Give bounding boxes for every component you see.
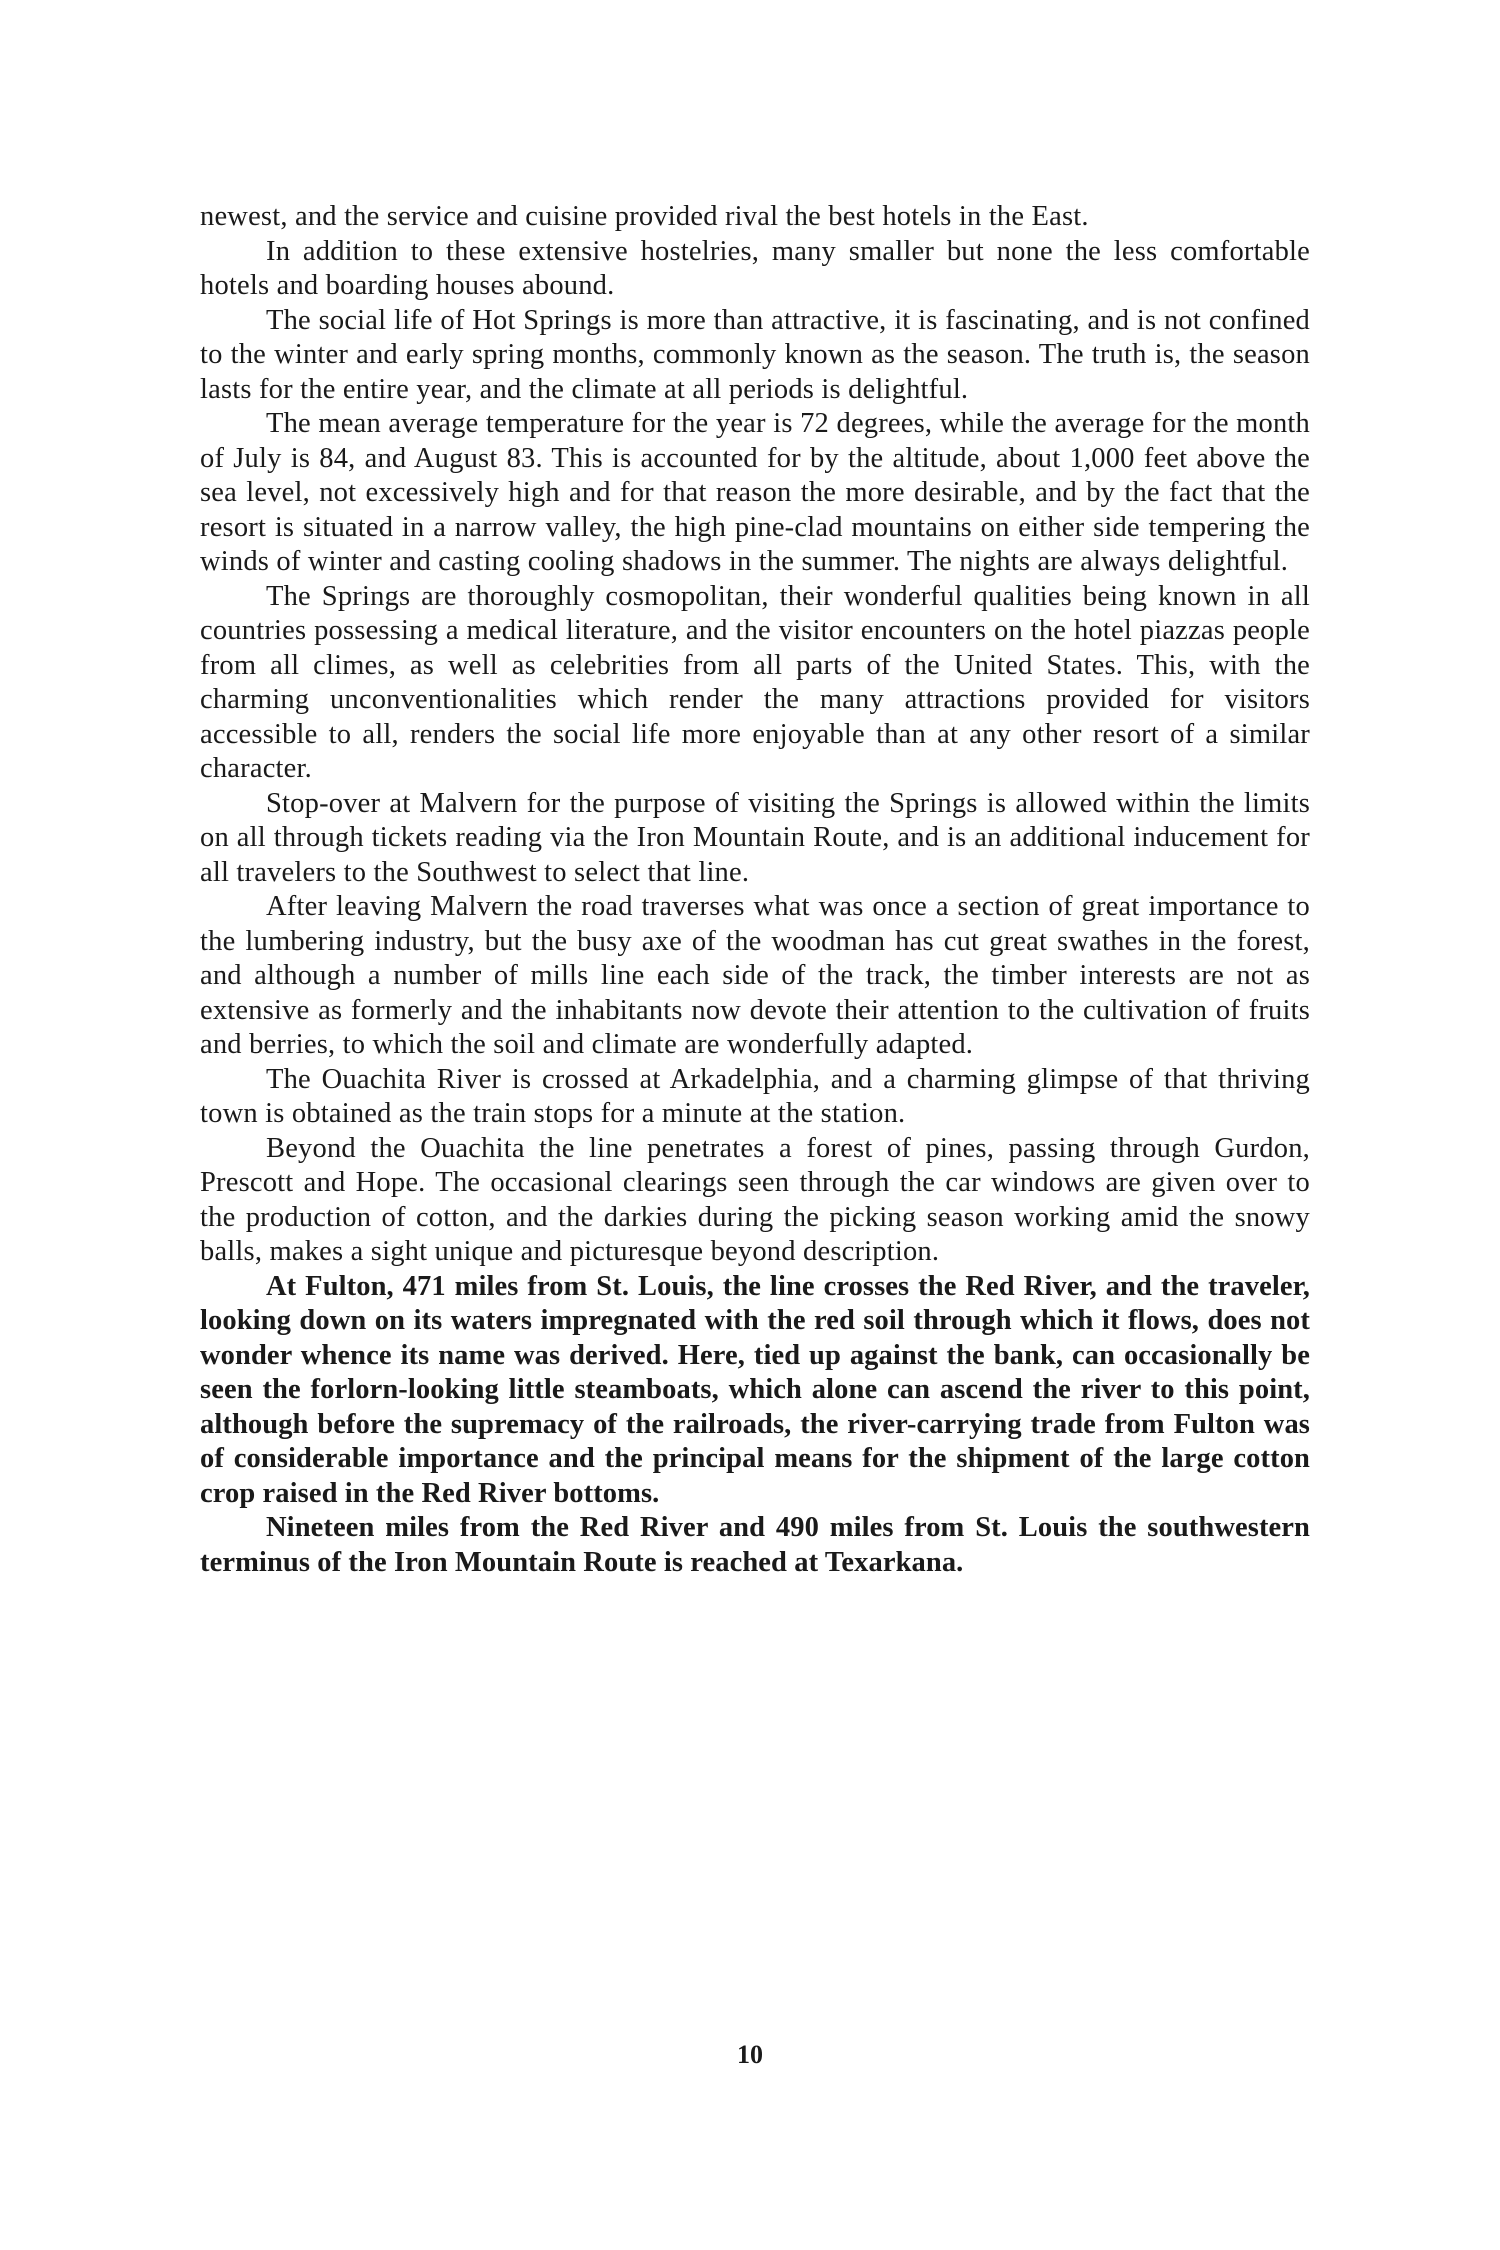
paragraph-ouachita-river: The Ouachita River is crossed at Arkadelphia, and a charming glimpse of that thriving town is obtained as the train stops for a minute at the station.: [200, 1063, 1310, 1129]
body-text: [200, 200, 1310, 1580]
paragraph-texarkana: Nineteen miles from the Red River and 490 miles from St. Louis the southwestern terminus of the Iron Mountain Route is reached at Texarkana.: [200, 1512, 1310, 1578]
paragraph-leaving-malvern: After leaving Malvern the road traverses what was once a section of great importance to the lumbering industry, but the busy axe of the woodman has cut great swathes in the forest, and although a number of mills line each side of the track, the timber interests are not as extensive as formerly and the inhabitants now devote their attention to the cultivation of fruits and berries, to which the soil and climate are wonderfully adapted.: [200, 891, 1310, 1060]
paragraph-stop-over: Stop-over at Malvern for the purpose of visiting the Springs is allowed within the limits on all through tickets reading via the Iron Mountain Route, and is an additional inducement for all travelers to the Southwest to select that line.: [200, 787, 1310, 888]
paragraph-social-life: The social life of Hot Springs is more than attractive, it is fascinating, and is not confined to the winter and early spring months, commonly known as the season. The truth is, the season lasts for the entire year, and the climate at all periods is delightful.: [200, 304, 1310, 405]
paragraph-fulton: At Fulton, 471 miles from St. Louis, the line crosses the Red River, and the traveler, looking down on its waters impregnated with the red soil through which it flows, does not wonder whence its name was derived. Here, tied up against the bank, can occasionally be seen the forlorn-looking little steamboats, which alone can ascend the river to this point, although before the supremacy of the railroads, the river-carrying trade from Fulton was of considerable importance and the principal means for the shipment of the large cotton crop raised in the Red River bottoms.: [200, 1270, 1310, 1509]
page-number: 10: [737, 2040, 763, 2069]
paragraph-cosmopolitan: The Springs are thoroughly cosmopolitan, their wonderful qualities being known in all countries possessing a medical literature, and the visitor encounters on the hotel piazzas people from all climes, as well as celebrities from all parts of the United States. This, with the charming unconventionalities which render the many attractions provided for visitors accessible to all, renders the social life more enjoyable than at any other resort of a similar character.: [200, 580, 1310, 784]
paragraph-hotels-continued: newest, and the service and cuisine provided rival the best hotels in the East.: [200, 201, 1089, 232]
paragraph-beyond-ouachita: Beyond the Ouachita the line penetrates a forest of pines, passing through Gurdon, Prescott and Hope. The occasional clearings seen through the car windows are given over to the production of cotton, and the darkies during the picking season working amid the snowy balls, makes a sight unique and picturesque beyond description.: [200, 1132, 1310, 1267]
paragraph-hostelries: In addition to these extensive hostelries, many smaller but none the less comfortable hotels and boarding houses abound.: [200, 235, 1310, 301]
paragraph-temperature: The mean average temperature for the year is 72 degrees, while the average for the month of July is 84, and August 83. This is accounted for by the altitude, about 1,000 feet above the sea level, not excessively high and for that reason the more desirable, and by the fact that the resort is situated in a narrow valley, the high pine-clad mountains on either side tempering the winds of winter and casting cooling shadows in the summer. The nights are always delightful.: [200, 408, 1310, 577]
